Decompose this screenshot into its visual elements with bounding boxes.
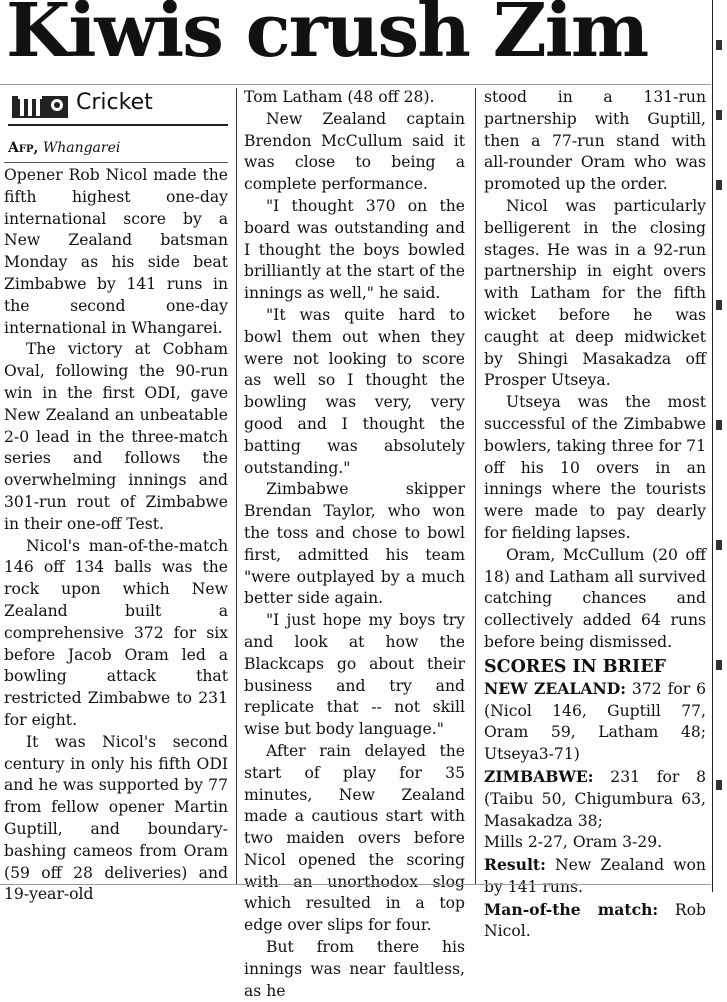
paragraph: Opener Rob Nicol made the fifth highest one-day international score by a New Zealand batsman Monday as his side beat Zimbabwe by 141 runs in the second one-day international in Whangarei. (4, 166, 228, 337)
paragraph-continued: Tom Latham (48 off 28). (244, 88, 435, 106)
cricket-stumps-icon (10, 90, 70, 120)
paragraph: Nicol's man-of-the-match 146 off 134 balls was the rock upon which New Zealand built a comprehensive 372 for six before Jacob Oram led a bowling attack that restricted Zimbabwe to 231 for eight. (4, 536, 228, 729)
nz-label: NEW ZEALAND: (484, 678, 626, 698)
paragraph-continued: stood in a 131-run partnership with Guptill, then a 77-run stand with all-rounder Oram who was promoted up the order. (484, 88, 706, 194)
article-column-1 (4, 88, 228, 906)
byline-place: Whangarei (42, 140, 121, 156)
nz-score: 372 for 6 (Nicol 146, Guptill 77, Oram 59, Latham 48; Utseya3-71) (484, 679, 707, 764)
byline (8, 140, 228, 156)
paragraph: "I thought 370 on the board was outstanding and I thought the boys bowled brilliantly at the start of the innings as well," he said. (244, 196, 465, 303)
headline-rule (0, 84, 711, 85)
paragraph: Utseya was the most successful of the Zimbabwe bowlers, taking three for 71 off his 10 overs in an innings where the tourists were made to pay dearly for fielding lapses. (484, 393, 706, 542)
article-column-2 (244, 87, 465, 1002)
paragraph: "I just hope my boys try and look at how the Blackcaps go about their business and try and replicate that -- not skill wise but body language." (244, 611, 465, 739)
paragraph: The victory at Cobham Oval, following the 90-run win in the first ODI, gave New Zealand an unbeatable 2-0 lead in the three-match series and follows the overwhelming innings and 301-run rout of Zimbabwe in their one-off Test. (4, 340, 228, 533)
paragraph: But from there his innings was near faultless, as he (244, 938, 465, 1000)
page-title: Kiwis crush Zim (6, 0, 648, 74)
paragraph: New Zealand captain Brendon McCullum said it was close to being a complete performance. (244, 109, 465, 194)
result-text: New Zealand won by 141 runs. (484, 856, 706, 896)
zim-label: ZIMBABWE: (484, 766, 594, 786)
column-divider (236, 88, 237, 884)
scores-heading: SCORES IN BRIEF (484, 656, 666, 677)
bottom-rule (0, 884, 711, 885)
paragraph: Zimbabwe skipper Brendan Taylor, who won the toss and chose to bowl first, admitted his team "were outplayed by a much better side again. (244, 480, 465, 608)
adjacent-column-edge (712, 0, 727, 892)
motm-text: Rob Nicol. (484, 900, 706, 941)
paragraph: It was Nicol's second century in only his fifth ODI and he was supported by 77 from fellow opener Martin Guptill, and boundary-bashing cameos from Oram (59 off 28 deliveries) and 19-year-old (4, 732, 228, 904)
paragraph: "It was quite hard to bowl them out when they were not looking to score as well so I thought the bowling was very, very good and I thought the batting was absolutely outstanding." (244, 305, 465, 477)
result-label: Result: (484, 855, 546, 875)
zim-bowling: Mills 2-27, Oram 3-29. (484, 833, 663, 852)
section-label: Cricket (76, 90, 153, 115)
article-column-3 (484, 87, 706, 943)
scores-box (484, 656, 706, 944)
column-divider (475, 88, 476, 884)
paragraph: Oram, McCullum (20 off 18) and Latham all survived catching chances and collectively added 64 runs before being dismissed. (484, 545, 706, 651)
paragraph: Nicol was particularly belligerent in the closing stages. He was in a 92-run partnership in eight overs with Latham for the fifth wicket before he was caught at deep midwicket by Shingi Masakadza off Prosper Utseya. (484, 196, 706, 390)
paragraph: After rain delayed the start of play for 35 minutes, New Zealand made a cautious start with two maiden overs before Nicol opened the scoring with an unorthodox slog which resulted in a top edge over slips for four. (244, 741, 465, 935)
byline-agency: Afp, (8, 140, 39, 156)
motm-label: Man-of-the match: (484, 899, 659, 919)
section-header (4, 88, 228, 124)
zim-score: 231 for 8 (Taibu 50, Chigumbura 63, Masakadza 38; (484, 767, 706, 830)
